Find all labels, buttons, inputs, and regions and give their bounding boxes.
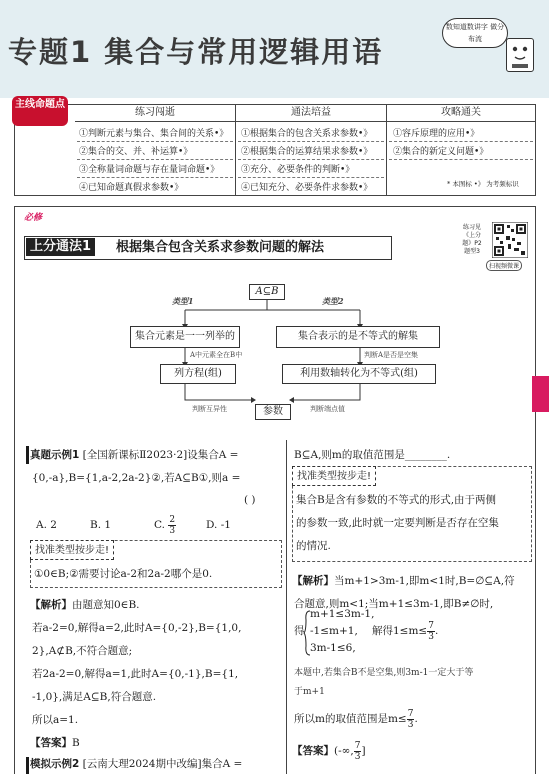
list-item: ①判断元素与集合、集合间的关系•》 <box>79 129 229 139</box>
flow-left-box: 集合元素是一一列举的 <box>130 326 240 348</box>
answer-value: B <box>72 737 80 749</box>
list-item: ④已知充分、必要条件求参数•》 <box>241 183 373 193</box>
video-link[interactable]: 扫视频微课 <box>486 260 522 271</box>
hint-title: 找准类型按步走! <box>30 540 114 560</box>
mascot-stamp <box>442 18 537 82</box>
analysis-tag: 【解析】 <box>30 599 72 611</box>
flow-left-label: A中元素全在B中 <box>190 351 243 359</box>
flow-top-node: A⊆B <box>249 284 285 300</box>
footnote: * 本图标 •》 为考频标识 <box>447 180 519 188</box>
option-c-denominator: 3 <box>169 525 176 536</box>
option-c <box>154 514 176 537</box>
flow-bottom-node: 参数 <box>255 404 291 420</box>
method-tag: 上分通法1 <box>26 238 95 256</box>
fraction-numerator: 7 <box>354 740 361 751</box>
row-divider <box>238 141 384 142</box>
robot-icon <box>506 38 534 72</box>
example2-source: [云南大理2024期中改编]集合A = <box>82 758 243 770</box>
main-line-table <box>14 104 536 196</box>
example1-line2: {0,-a},B={1,a-2,2a-2}②,若A⊆B①,则a = <box>32 472 241 484</box>
row-divider <box>77 141 233 142</box>
hint-body: 的参数一致,此时就一定要判断是否存在空集 <box>296 517 499 529</box>
analysis-line: 合题意,则m<1;当m+1≤3m-1,即B≠∅时, <box>294 598 494 610</box>
flow-right-box: 集合表示的是不等式的解集 <box>276 326 440 348</box>
hint-body: 的情况. <box>296 540 331 552</box>
answer-tag: 【答案】 <box>30 737 72 749</box>
practice-reference: 练习见《上分题》P2 题型3 <box>462 224 482 255</box>
fraction-denominator: 3 <box>428 631 434 642</box>
required-label: 必修 <box>24 213 43 223</box>
side-tab <box>532 376 549 412</box>
method-title: 根据集合包含关系求参数问题的解法 <box>116 240 325 255</box>
conclusion-text: 所以m的取值范围是m≤ <box>294 713 407 725</box>
answer-value: (-∞, <box>334 745 354 757</box>
column-divider <box>286 440 287 774</box>
note-line: 本题中,若集合B不是空集,则3m-1一定大于等 <box>294 668 474 678</box>
example1-tag: 真题示例1 <box>30 449 80 461</box>
speech-bubble: 数知道数讲字 做分布流 <box>442 18 508 48</box>
example1-source: [全国新课标Ⅱ2023·2]设集合A = <box>82 449 239 461</box>
column-head-practice: 练习闯逝 <box>75 105 235 122</box>
type2-tag: 类型2 <box>322 296 344 306</box>
option-b: B. 1 <box>90 519 112 531</box>
analysis-tag: 【解析】 <box>292 575 334 587</box>
row-divider <box>238 159 384 160</box>
solve-line: 解得1≤m≤ $\frac{7}{3}$ . <box>372 620 439 642</box>
hint-title: 找准类型按步走! <box>292 466 376 486</box>
option-d: D. -1 <box>206 519 231 531</box>
fraction-numerator: 7 <box>407 708 414 719</box>
fraction-denominator: 3 <box>354 751 361 762</box>
list-item: ②根据集合的运算结果求参数•》 <box>241 147 373 157</box>
main-line-badge: 主线命题点 <box>12 96 68 126</box>
option-a: A. 2 <box>36 519 57 531</box>
example-marker <box>26 757 29 774</box>
answer-tag: 【答案】 <box>292 745 334 757</box>
column-head-method: 通法培益 <box>236 105 386 122</box>
fraction-numerator: 7 <box>428 620 434 631</box>
row-divider <box>238 177 384 178</box>
example2-tag: 模拟示例2 <box>30 758 80 770</box>
flow-left-label2: 判断互异性 <box>192 405 227 413</box>
conclusion-line: 所以m的取值范围是m≤ $\frac{7}{3}$ . <box>294 708 418 730</box>
flow-right-label: 判断A是否是空集 <box>364 351 419 359</box>
flow-right-box2: 利用数轴转化为不等式(组) <box>282 364 436 384</box>
row-divider <box>77 159 233 160</box>
list-item: ③充分、必要条件的判断•》 <box>241 165 355 175</box>
row-divider <box>389 141 533 142</box>
fraction-denominator: 3 <box>407 719 414 730</box>
option-c-label: C. <box>154 519 165 531</box>
system-line: -1≤m+1, <box>310 625 358 637</box>
list-item: ②集合的交、并、补运算•》 <box>79 147 193 157</box>
solve-text: 解得1≤m≤ <box>372 625 428 637</box>
list-item: ②集合的新定义问题•》 <box>393 147 489 157</box>
question-continuation: B⊆A,则m的取值范围是________. <box>294 449 451 461</box>
analysis-line: 所以a=1. <box>32 714 79 726</box>
list-item: ④已知命题真假求参数•》 <box>79 183 184 193</box>
row-divider <box>389 159 533 160</box>
flow-right-label2: 判断端点值 <box>310 405 345 413</box>
analysis-line: 若a-2=0,解得a=2,此时A={0,-2},B={1,0, <box>32 622 242 634</box>
answer-paren: ( ) <box>244 494 256 506</box>
analysis-line: 当m+1>3m-1,即m<1时,B=∅⊆A,符 <box>334 575 515 587</box>
flow-left-box2: 列方程(组) <box>160 364 236 384</box>
type1-tag: 类型1 <box>172 296 194 306</box>
page-title: 专题1 集合与常用逻辑用语 <box>8 35 384 69</box>
analysis-line: 2},A⊄B,不符合题意; <box>32 645 133 657</box>
de-word: 得 <box>294 625 305 637</box>
list-item: ①容斥原理的应用•》 <box>393 129 480 139</box>
analysis-line: 若2a-2=0,解得a=1,此时A={0,-1},B={1, <box>32 668 239 680</box>
analysis-line: 由题意知0∈B. <box>72 599 140 611</box>
system-line: m+1≤3m-1, <box>310 608 375 620</box>
example-marker <box>26 446 29 464</box>
option-c-numerator: 2 <box>169 514 176 525</box>
answer-close: ] <box>361 745 366 757</box>
row-divider <box>77 177 233 178</box>
qr-code-icon[interactable] <box>492 222 528 258</box>
analysis-line: -1,0},满足A⊆B,符合题意. <box>32 691 157 703</box>
system-line: 3m-1≤6, <box>310 642 356 654</box>
column-head-strategy: 攻略通关 <box>387 105 535 122</box>
list-item: ①根据集合的包含关系求参数•》 <box>241 129 373 139</box>
hint-body: ①0∈B;②需要讨论a-2和2a-2哪个是0. <box>34 568 213 580</box>
hint-body: 集合B是含有参数的不等式的形式,由于两侧 <box>296 494 497 506</box>
note-line: 于m+1 <box>294 687 325 697</box>
list-item: ③全称量词命题与存在量词命题•》 <box>79 165 220 175</box>
